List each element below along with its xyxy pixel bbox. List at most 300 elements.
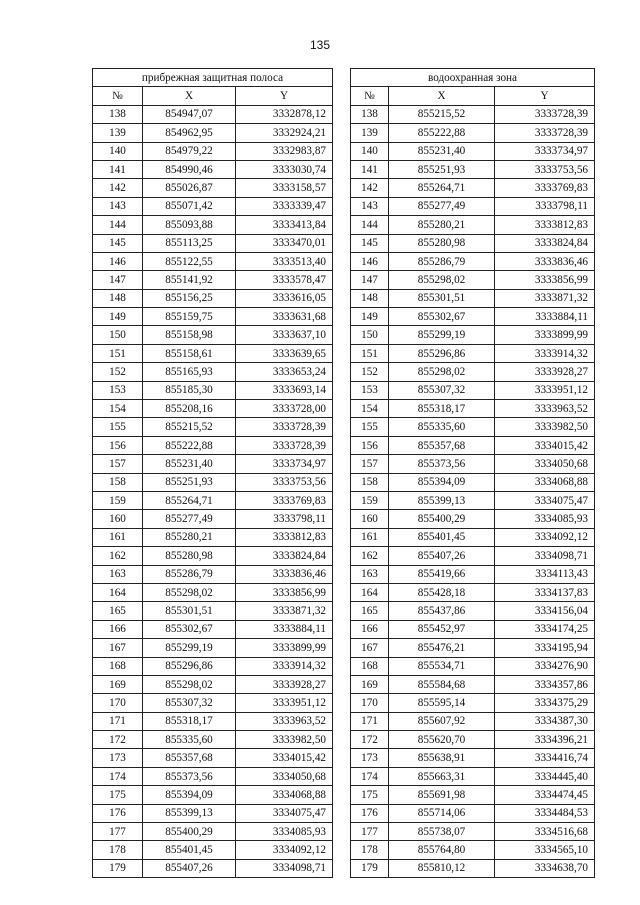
table-row [93,547,333,565]
y-coordinate: 3333951,12 [236,694,333,712]
table-row [351,602,595,620]
point-number: 170 [351,694,389,712]
y-coordinate: 3334085,93 [236,823,333,841]
point-number: 156 [351,436,389,454]
y-coordinate: 3334638,70 [495,859,595,877]
point-number: 178 [93,841,143,859]
table-row [93,160,333,178]
table-row [351,491,595,509]
table-row [351,823,595,841]
point-number: 147 [351,271,389,289]
table-row [93,179,333,197]
x-coordinate: 855296,86 [143,657,236,675]
x-coordinate: 854990,46 [143,160,236,178]
point-number: 175 [93,786,143,804]
x-coordinate: 855407,26 [143,859,236,877]
point-number: 171 [351,712,389,730]
table-row [93,731,333,749]
point-number: 146 [351,252,389,270]
x-coordinate: 855335,60 [389,418,495,436]
table-row [93,528,333,546]
y-coordinate: 3333728,00 [236,400,333,418]
table-row [93,308,333,326]
table-row [351,455,595,473]
point-number: 172 [93,731,143,749]
x-coordinate: 855165,93 [143,363,236,381]
x-coordinate: 855764,80 [389,841,495,859]
point-number: 155 [351,418,389,436]
y-coordinate: 3333513,40 [236,252,333,270]
table-row [93,823,333,841]
table-row [93,749,333,767]
y-coordinate: 3334137,83 [495,583,595,601]
coastal-strip-title: прибрежная защитная полоса [93,69,333,87]
y-coordinate: 3333728,39 [495,105,595,123]
x-coordinate: 855452,97 [389,620,495,638]
y-coordinate: 3333653,24 [236,363,333,381]
y-coordinate: 3332983,87 [236,142,333,160]
table-row [93,804,333,822]
table-row [93,510,333,528]
y-coordinate: 3333951,12 [495,381,595,399]
y-coordinate: 3333914,32 [495,344,595,362]
y-coordinate: 3334085,93 [495,510,595,528]
point-number: 177 [351,823,389,841]
x-coordinate: 855158,61 [143,344,236,362]
point-number: 179 [93,859,143,877]
point-number: 158 [351,473,389,491]
y-coordinate: 3334092,12 [495,528,595,546]
table-row [351,418,595,436]
y-coordinate: 3333728,39 [495,124,595,142]
point-number: 174 [93,767,143,785]
table-row [351,583,595,601]
y-coordinate: 3333631,68 [236,308,333,326]
x-coordinate: 855299,19 [143,639,236,657]
y-coordinate: 3333769,83 [495,179,595,197]
y-coordinate: 3333899,99 [236,639,333,657]
point-number: 172 [351,731,389,749]
y-coordinate: 3334113,43 [495,565,595,583]
x-coordinate: 855231,40 [389,142,495,160]
table-row [93,124,333,142]
point-number: 176 [93,804,143,822]
point-number: 148 [93,289,143,307]
y-coordinate: 3333884,11 [495,308,595,326]
x-coordinate: 855298,02 [389,271,495,289]
point-number: 150 [351,326,389,344]
point-number: 166 [93,620,143,638]
column-header-y: Y [236,87,333,105]
table-row [351,859,595,877]
y-coordinate: 3333856,99 [236,583,333,601]
y-coordinate: 3333798,11 [495,197,595,215]
table-row [351,657,595,675]
y-coordinate: 3334015,42 [236,749,333,767]
x-coordinate: 855534,71 [389,657,495,675]
table-row [351,749,595,767]
water-protection-zone-title: водоохранная зона [351,69,595,87]
point-number: 167 [351,639,389,657]
x-coordinate: 855400,29 [389,510,495,528]
table-row [351,160,595,178]
x-coordinate: 855277,49 [389,197,495,215]
y-coordinate: 3333616,05 [236,289,333,307]
table-row [351,197,595,215]
point-number: 164 [351,583,389,601]
x-coordinate: 855301,51 [143,602,236,620]
point-number: 159 [351,491,389,509]
x-coordinate: 855318,17 [143,712,236,730]
x-coordinate: 854962,95 [143,124,236,142]
table-row [93,565,333,583]
y-coordinate: 3334092,12 [236,841,333,859]
point-number: 162 [93,547,143,565]
point-number: 165 [351,602,389,620]
y-coordinate: 3334068,88 [236,786,333,804]
x-coordinate: 855738,07 [389,823,495,841]
x-coordinate: 855158,98 [143,326,236,344]
x-coordinate: 854947,07 [143,105,236,123]
point-number: 174 [351,767,389,785]
point-number: 151 [93,344,143,362]
y-coordinate: 3334484,53 [495,804,595,822]
x-coordinate: 855584,68 [389,675,495,693]
x-coordinate: 855215,52 [389,105,495,123]
x-coordinate: 855357,68 [143,749,236,767]
table-row [351,105,595,123]
point-number: 145 [351,234,389,252]
point-number: 150 [93,326,143,344]
table-row [351,565,595,583]
x-coordinate: 855302,67 [143,620,236,638]
y-coordinate: 3333728,39 [236,418,333,436]
point-number: 162 [351,547,389,565]
table-row [93,363,333,381]
x-coordinate: 855400,29 [143,823,236,841]
x-coordinate: 855419,66 [389,565,495,583]
column-header-number: № [93,87,143,105]
x-coordinate: 855277,49 [143,510,236,528]
x-coordinate: 855286,79 [143,565,236,583]
point-number: 178 [351,841,389,859]
table-row [351,179,595,197]
y-coordinate: 3333637,10 [236,326,333,344]
y-coordinate: 3334098,71 [236,859,333,877]
table-row [93,252,333,270]
x-coordinate: 855264,71 [389,179,495,197]
point-number: 168 [93,657,143,675]
point-number: 152 [93,363,143,381]
x-coordinate: 855373,56 [389,455,495,473]
point-number: 145 [93,234,143,252]
x-coordinate: 855299,19 [389,326,495,344]
point-number: 152 [351,363,389,381]
table-row [93,234,333,252]
y-coordinate: 3333928,27 [236,675,333,693]
table-row [93,602,333,620]
point-number: 144 [351,216,389,234]
table-row [351,786,595,804]
point-number: 138 [351,105,389,123]
y-coordinate: 3333753,56 [236,473,333,491]
x-coordinate: 855394,09 [143,786,236,804]
table-row [351,234,595,252]
x-coordinate: 855307,32 [143,694,236,712]
table-row [93,344,333,362]
point-number: 151 [351,344,389,362]
x-coordinate: 855476,21 [389,639,495,657]
table-row [351,510,595,528]
table-row [351,289,595,307]
table-row [93,859,333,877]
table-row [351,271,595,289]
point-number: 171 [93,712,143,730]
point-number: 143 [93,197,143,215]
x-coordinate: 855122,55 [143,252,236,270]
table-row [351,620,595,638]
point-number: 154 [351,400,389,418]
x-coordinate: 855595,14 [389,694,495,712]
point-number: 139 [93,124,143,142]
point-number: 163 [351,565,389,583]
point-number: 164 [93,583,143,601]
x-coordinate: 855156,25 [143,289,236,307]
table-row [93,271,333,289]
y-coordinate: 3334098,71 [495,547,595,565]
y-coordinate: 3334516,68 [495,823,595,841]
point-number: 149 [93,308,143,326]
x-coordinate: 855810,12 [389,859,495,877]
point-number: 170 [93,694,143,712]
y-coordinate: 3333871,32 [495,289,595,307]
point-number: 169 [93,675,143,693]
point-number: 161 [351,528,389,546]
y-coordinate: 3334075,47 [495,491,595,509]
y-coordinate: 3334375,29 [495,694,595,712]
y-coordinate: 3333982,50 [236,731,333,749]
table-row [93,639,333,657]
point-number: 147 [93,271,143,289]
table-row [351,547,595,565]
x-coordinate: 855231,40 [143,455,236,473]
table-row [93,197,333,215]
y-coordinate: 3333693,14 [236,381,333,399]
y-coordinate: 3333899,99 [495,326,595,344]
x-coordinate: 855113,25 [143,234,236,252]
y-coordinate: 3333812,83 [236,528,333,546]
table-row [93,712,333,730]
point-number: 141 [93,160,143,178]
point-number: 163 [93,565,143,583]
x-coordinate: 855141,92 [143,271,236,289]
y-coordinate: 3334276,90 [495,657,595,675]
point-number: 146 [93,252,143,270]
x-coordinate: 855026,87 [143,179,236,197]
y-coordinate: 3334195,94 [495,639,595,657]
y-coordinate: 3333824,84 [495,234,595,252]
y-coordinate: 3333928,27 [495,363,595,381]
point-number: 138 [93,105,143,123]
x-coordinate: 855185,30 [143,381,236,399]
point-number: 157 [93,455,143,473]
table-row [351,344,595,362]
point-number: 169 [351,675,389,693]
x-coordinate: 855301,51 [389,289,495,307]
x-coordinate: 855373,56 [143,767,236,785]
point-number: 165 [93,602,143,620]
x-coordinate: 855357,68 [389,436,495,454]
point-number: 148 [351,289,389,307]
table-row [93,400,333,418]
x-coordinate: 855280,98 [143,547,236,565]
table-row [93,620,333,638]
point-number: 158 [93,473,143,491]
y-coordinate: 3333836,46 [236,565,333,583]
table-row [351,326,595,344]
water-protection-zone-table [350,68,595,878]
x-coordinate: 855399,13 [389,491,495,509]
table-row [351,363,595,381]
point-number: 177 [93,823,143,841]
y-coordinate: 3333734,97 [495,142,595,160]
point-number: 173 [351,749,389,767]
y-coordinate: 3334015,42 [495,436,595,454]
table-row [351,528,595,546]
table-row [93,142,333,160]
point-number: 160 [351,510,389,528]
table-row [93,583,333,601]
point-number: 142 [93,179,143,197]
table-row [351,473,595,491]
y-coordinate: 3333578,47 [236,271,333,289]
x-coordinate: 855280,21 [143,528,236,546]
x-coordinate: 855663,31 [389,767,495,785]
column-header-number: № [351,87,389,105]
y-coordinate: 3333812,83 [495,216,595,234]
point-number: 144 [93,216,143,234]
table-row [351,142,595,160]
coastal-strip-table [92,68,333,878]
x-coordinate: 855638,91 [389,749,495,767]
point-number: 166 [351,620,389,638]
x-coordinate: 855335,60 [143,731,236,749]
table-row [93,675,333,693]
table-row [351,712,595,730]
point-number: 156 [93,436,143,454]
table-row [351,639,595,657]
point-number: 154 [93,400,143,418]
table-row [93,786,333,804]
column-header-y: Y [495,87,595,105]
point-number: 153 [93,381,143,399]
table-row [93,455,333,473]
x-coordinate: 855691,98 [389,786,495,804]
table-row [351,308,595,326]
y-coordinate: 3333914,32 [236,657,333,675]
table-row [93,841,333,859]
column-header-x: X [389,87,495,105]
y-coordinate: 3333753,56 [495,160,595,178]
point-number: 153 [351,381,389,399]
x-coordinate: 855298,02 [143,675,236,693]
x-coordinate: 855428,18 [389,583,495,601]
point-number: 173 [93,749,143,767]
x-coordinate: 855222,88 [143,436,236,454]
table-row [351,675,595,693]
point-number: 161 [93,528,143,546]
x-coordinate: 855407,26 [389,547,495,565]
x-coordinate: 855714,06 [389,804,495,822]
y-coordinate: 3333030,74 [236,160,333,178]
y-coordinate: 3333639,65 [236,344,333,362]
point-number: 176 [351,804,389,822]
table-row [351,216,595,234]
x-coordinate: 855296,86 [389,344,495,362]
x-coordinate: 855280,98 [389,234,495,252]
y-coordinate: 3334156,04 [495,602,595,620]
y-coordinate: 3333413,84 [236,216,333,234]
column-header-x: X [143,87,236,105]
y-coordinate: 3333158,57 [236,179,333,197]
y-coordinate: 3333982,50 [495,418,595,436]
y-coordinate: 3334416,74 [495,749,595,767]
y-coordinate: 3334396,21 [495,731,595,749]
x-coordinate: 855394,09 [389,473,495,491]
table-row [93,491,333,509]
y-coordinate: 3334050,68 [236,767,333,785]
point-number: 142 [351,179,389,197]
x-coordinate: 855318,17 [389,400,495,418]
table-row [351,841,595,859]
y-coordinate: 3333728,39 [236,436,333,454]
y-coordinate: 3333769,83 [236,491,333,509]
table-row [351,804,595,822]
x-coordinate: 854979,22 [143,142,236,160]
y-coordinate: 3333963,52 [495,400,595,418]
x-coordinate: 855280,21 [389,216,495,234]
point-number: 143 [351,197,389,215]
x-coordinate: 855251,93 [389,160,495,178]
point-number: 139 [351,124,389,142]
y-coordinate: 3334068,88 [495,473,595,491]
table-row [351,767,595,785]
point-number: 175 [351,786,389,804]
y-coordinate: 3333871,32 [236,602,333,620]
point-number: 179 [351,859,389,877]
x-coordinate: 855607,92 [389,712,495,730]
x-coordinate: 855399,13 [143,804,236,822]
point-number: 140 [351,142,389,160]
table-row [93,767,333,785]
x-coordinate: 855401,45 [143,841,236,859]
table-row [93,657,333,675]
x-coordinate: 855286,79 [389,252,495,270]
table-row [351,731,595,749]
y-coordinate: 3333963,52 [236,712,333,730]
y-coordinate: 3333836,46 [495,252,595,270]
point-number: 167 [93,639,143,657]
y-coordinate: 3334474,45 [495,786,595,804]
table-row [93,694,333,712]
table-row [93,436,333,454]
y-coordinate: 3332878,12 [236,105,333,123]
table-row [93,473,333,491]
x-coordinate: 855071,42 [143,197,236,215]
table-row [351,252,595,270]
x-coordinate: 855093,88 [143,216,236,234]
table-row [93,216,333,234]
